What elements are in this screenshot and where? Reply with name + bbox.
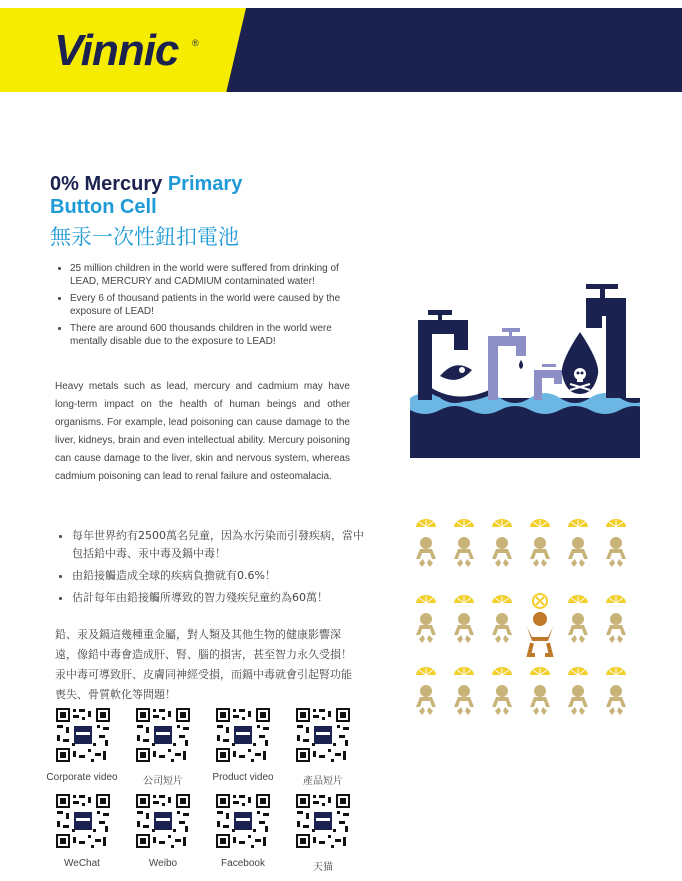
- bullet-item: • Every 6 of thousand patients in the world were caused by the exposure of LEAD!: [70, 292, 370, 318]
- qr-code-weibo[interactable]: [135, 793, 191, 849]
- qr-code-company-video-zh[interactable]: [135, 707, 191, 763]
- qr-label: 公司短片: [143, 776, 183, 787]
- page-title-line1: 0% Mercury Primary: [50, 173, 243, 195]
- bullet-list-en: [50, 262, 370, 352]
- qr-code-wechat[interactable]: [55, 793, 111, 849]
- faucet-icon: [488, 328, 526, 400]
- child-icon-row: [416, 537, 626, 567]
- children-grid-illustration: [408, 515, 638, 735]
- paragraph-en: Heavy metals such as lead, mercury and cadmium may have long-term impact on the health of human beings and other organisms. For example, lead poisoning can cause damage to the liver, kidneys, brain and even intellectual ability. Mercury poisoning can cause damage to the liver, skin and nervous system, whereas cadmium poisoning can lead to renal failure and osteomalacia.: [55, 381, 350, 482]
- qr-code-product-video[interactable]: [215, 707, 271, 763]
- bullet-item: • There are around 600 thousands children in the world were mentally disable due to the exposure to LEAD!: [70, 322, 370, 348]
- paragraph-zh: 鉛、汞及鎘這幾種重金屬，對人類及其他生物的健康影響深遠，像鉛中毒會造成肝、腎、腦的損害，甚至智力永久受損！汞中毒可導致肝、皮膚同神經受損，而鎘中毒就會引起腎功能喪失、骨質軟化等問題！: [55, 628, 352, 701]
- contaminated-water-illustration: [410, 278, 640, 458]
- lemon-icon-row: [416, 667, 626, 675]
- bullet-item: • 25 million children in the world were suffered from drinking of LEAD, MERCURY and CADMIUM contaminated water!: [70, 262, 370, 288]
- qr-label: Weibo: [148, 858, 178, 869]
- skull-poison-icon: [562, 332, 598, 394]
- qr-label: Corporate video: [46, 772, 118, 783]
- qr-code-corporate-video[interactable]: [55, 707, 111, 763]
- child-icon-row: [416, 613, 626, 643]
- lemon-icon-row: [416, 594, 626, 608]
- child-icon-row: [416, 685, 626, 715]
- qr-code-product-video-zh[interactable]: [295, 707, 351, 763]
- qr-label: Facebook: [221, 858, 265, 869]
- sick-child-icon: [527, 612, 553, 655]
- qr-label: WeChat: [64, 858, 100, 869]
- bullet-item: • 每年世界約有2500萬名兒童，因為水污染而引發疾病，當中包括鉛中毒、汞中毒及鎘中毒！: [72, 527, 372, 563]
- qr-label: Product video: [212, 772, 274, 783]
- qr-code-facebook[interactable]: [215, 793, 271, 849]
- dead-fish-icon: [430, 365, 495, 399]
- faucet-icon: [418, 310, 468, 400]
- brand-logo: Vinnic: [54, 26, 179, 75]
- qr-code-tmall[interactable]: [295, 793, 351, 849]
- bullet-item: • 估計每年由鉛接觸所導致的智力殘疾兒童約為60萬！: [72, 589, 372, 607]
- bullet-item: • 由鉛接觸造成全球的疾病負擔就有0.6%！: [72, 567, 372, 585]
- registered-mark: ®: [192, 38, 199, 48]
- bullet-list-zh: [52, 527, 372, 611]
- qr-label: 產品短片: [303, 776, 343, 787]
- qr-label: 天猫: [313, 862, 333, 873]
- page-title-zh: 無汞一次性鈕扣電池: [50, 225, 239, 249]
- lemon-icon-row: [416, 519, 626, 527]
- page-title-line2: Button Cell: [50, 196, 157, 218]
